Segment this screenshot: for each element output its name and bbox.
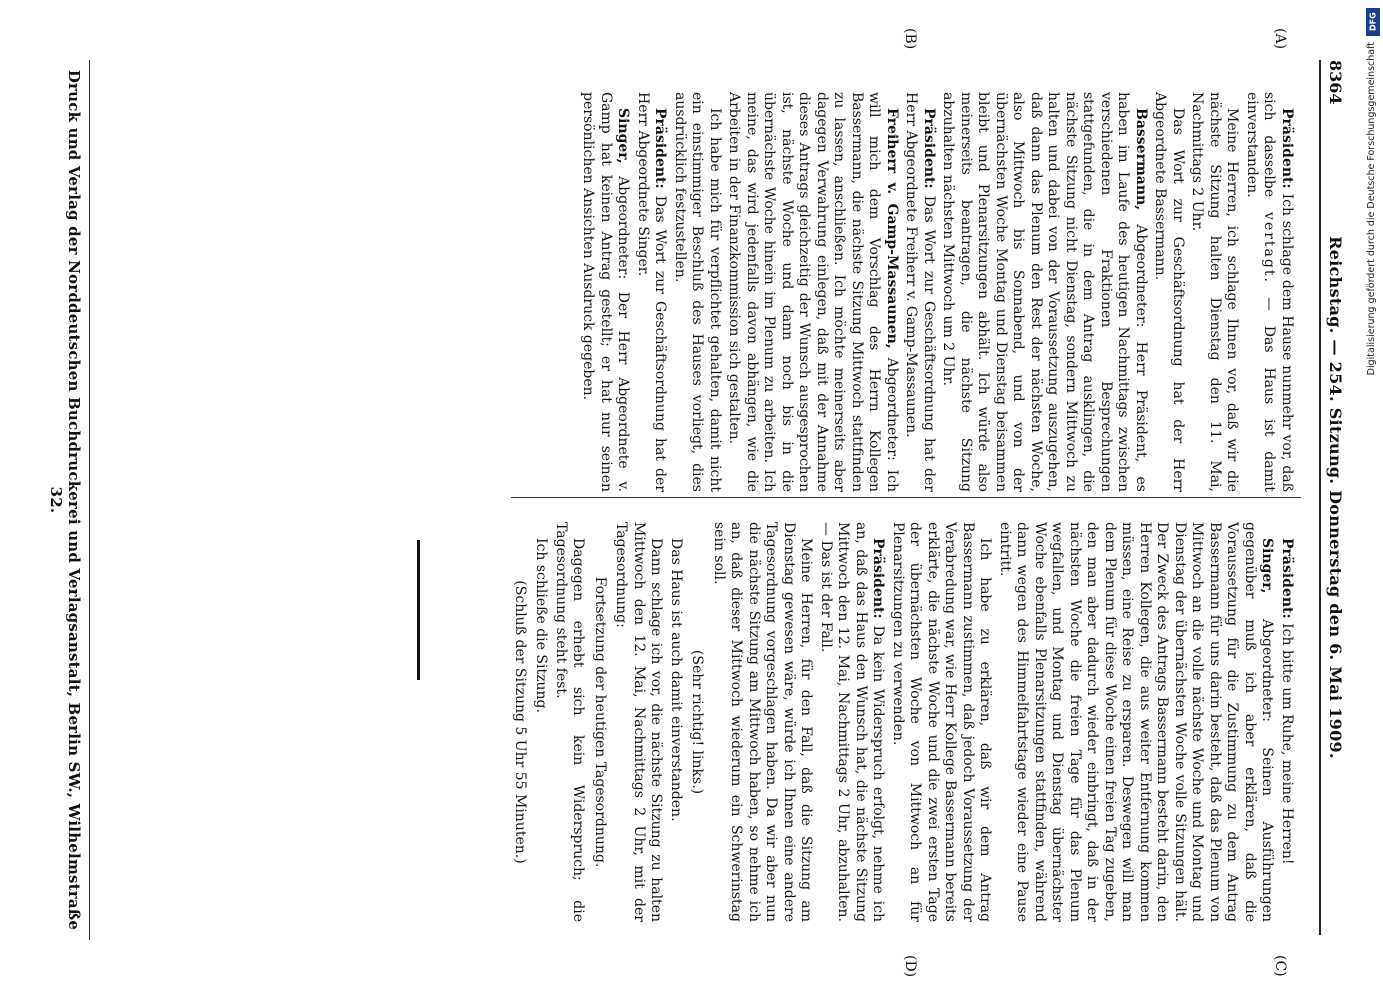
paragraph-text: Das Wort zur Geschäftsordnung hat der Herr Abgeordnete Singer. — [635, 92, 669, 492]
paragraph-text: Ich schließe die Sitzung. — [533, 538, 550, 713]
paragraph-text: Fortsetzung der heutigen Tagesordnung. — [592, 576, 608, 868]
paragraph-text: (Sehr richtig! links.) — [689, 649, 706, 795]
margin-mark-b: (B) — [902, 28, 918, 50]
right-paragraph — [996, 522, 1276, 922]
paragraph-text: Ich schlage dem Hause nunmehr vor, daß sich dasselbe — [1261, 92, 1295, 492]
paragraph-text: Dagegen erhebt sich kein Widerspruch; die Tagesordnung steht fest. — [553, 522, 587, 922]
left-paragraph — [634, 92, 669, 492]
digitization-note — [1366, 8, 1380, 998]
paragraph-text: Ich bitte um Ruhe, meine Herren! — [1279, 618, 1295, 865]
speaker-name: Präsident: — [921, 108, 937, 189]
left-paragraph — [671, 92, 724, 492]
margin-mark-a: (A) — [1272, 28, 1288, 50]
margin-mark-c: (C) — [1272, 955, 1288, 977]
paragraph-text: Ich habe mich für verpflichtet gehalten, damit nicht ein einstimmiger Beschluß des Hauses vorliegt, dies ausdrücklich festzustellen. — [672, 92, 723, 492]
paragraph-text: Abgeordneter: Seinen Ausführungen gegenüber muß ich aber erklären, daß die Voraussetzung für die Zustimmung zu dem Antrag Bassermann für uns darin besteht, daß das Plenum von Mittwoch an die volle nächste Woche und Montag und Dienstag der übernächsten Woche volle Sitzungen hält. Der Zweck des Antrags Bassermann besteht darin, den Herren Kollegen, die aus weiter Entfernung kommen müssen, eine Reise zu ersparen. Deswegen will man dem Plenum für diese Woche einen freien Tag zugeben, den man aber dadurch wieder einbringt, daß in der nächsten Woche die freien Tage für das Plenum wegfallen, und Montag und Dienstag übernächster Woche ebenfalls Plenarsitzungen stattfinden, während dann wegen des Himmelfahrtstage wieder eine Pause eintritt. — [997, 522, 1276, 922]
left-paragraph — [1151, 92, 1186, 492]
paragraph-text: Das Wort zur Geschäftsordnung hat der Herr Abgeordnete Bassermann. — [1152, 92, 1186, 492]
paragraph-text: (Schluß der Sitzung 5 Uhr 55 Minuten.) — [512, 580, 528, 864]
speaker-name: Freiherr v. Gamp-Massaunen, — [884, 108, 900, 349]
speaker-name: Singer, — [615, 108, 632, 164]
left-paragraph — [725, 92, 900, 492]
paragraph-text: Da kein Widerspruch erfolgt, nehme ich an, daß das Haus den Wunsch hat, die nächste Sitzung Mittwoch den 12. Mai, Nachmittags 2 Uhr, abzuhalten. — Das ist der Fall. — [818, 522, 887, 922]
imprint: Druck und Verlag der Norddeutschen Buchdruckerei und Verlagsanstalt, Berlin SW., Wilhelmstraße 32. — [47, 69, 83, 931]
right-paragraph — [612, 522, 665, 922]
paragraph-tail: . — Das Haus ist damit einverstanden. — [1244, 92, 1278, 492]
right-paragraph — [591, 522, 609, 922]
running-title: Reichstag. — 254. Sitzung. Donnerstag den 6. Mai 1909. — [1326, 236, 1345, 759]
paragraph-text: Abgeordneter: Herr Präsident, es haben im Laufe des heutigen Nachmittags zwischen verschiedenen Fraktionen Besprechungen stattgefunden, die in dem Antrag ausklingen, die nächste Sitzung nicht Dienstag, sondern Mittwoch zu halten und dabei von der Voraussetzung auszugehen, daß dann das Plenum den Rest der nächsten Woche, also Mittwoch bis Sonnabend, und von der übernächsten Woche Montag und Dienstag beisammen bleibt und Plenarsitzungen abhält. Ich würde also meinerseits beantragen, die nächste Sitzung abzuhalten nächsten Mittwoch um 2 Uhr. — [940, 92, 1149, 492]
page-number: 8364 — [1326, 60, 1345, 105]
left-paragraph — [579, 92, 632, 492]
footer-rule — [89, 60, 90, 940]
speaker-name: Präsident: — [652, 108, 669, 189]
paragraph-text: Meine Herren, ich schlage Ihnen vor, daß wir die nächste Sitzung halten Dienstag den 11. Mai, Nachmittags 2 Uhr. — [1189, 92, 1241, 492]
left-column — [577, 92, 1295, 492]
right-paragraph — [667, 522, 685, 922]
paragraph-text: Das Haus ist auch damit einverstanden. — [668, 538, 684, 822]
paragraph-text: Ich habe zu erklären, daß wir dem Antrag Bassermann zustimmen, daß jedoch Voraussetzung der Verabredung war, wie Herr Kollege Bassermann bereits erklärte, die nächste Woche und die zwei ersten Tage der übernächsten Woche von Mittwoch an für Plenarsitzungen zu verwenden. — [890, 522, 994, 922]
end-rule — [417, 540, 420, 680]
speaker-name: Präsident: — [1279, 108, 1295, 189]
right-paragraph — [1278, 522, 1296, 922]
right-paragraph — [817, 522, 887, 922]
dfg-logo: DFG — [1366, 8, 1380, 36]
spaced-word: vertagt — [1261, 212, 1278, 278]
right-paragraph — [688, 522, 706, 922]
left-paragraph — [902, 92, 937, 492]
paragraph-text: Meine Herren, für den Fall, daß die Sitzung am Dienstag gewesen wäre, würde ich Ihnen eine andere Tagesordnung vorgeschlagen haben. Da wir aber nun die nächste Sitzung am Mittwoch haben, so nehme ich an, daß dieser Mittwoch wiederum ein Schwerinstag sein soll. — [711, 522, 815, 922]
right-paragraph — [552, 522, 587, 922]
paragraph-text: Abgeordneter: Ich will mich dem Vorschlag des Herrn Kollegen Bassermann, die nächste Sitzung Mittwoch stattfinden zu lassen, anschließen. Ich möchte meinerseits aber dagegen Verwahrung einlegen, daß mit der Annahme dieses Antrags gleichzeitig der Wunsch ausgesprochen ist, nächste Woche und dann noch bis in die übernächste Woche hinein im Plenum zu arbeiten. Ich meine, das wird jedenfalls davon abhängen, wie die Arbeiten in der Finanzkommission sich gestalten. — [726, 92, 900, 492]
speaker-name: Bassermann, — [1133, 108, 1149, 211]
column-divider — [511, 497, 1301, 498]
paragraph-text: Dann schlage ich vor, die nächste Sitzung zu halten Mittwoch den 12. Mai, Nachmittags 2 Uhr, mit der Tagesordnung: — [613, 522, 665, 922]
left-paragraph — [1188, 92, 1241, 492]
paragraph-text: Abgeordneter: Der Herr Abgeordnete v. Gamp hat keinen Antrag gestellt; er hat nur seinen persönlichen Ansichten Ausdruck gegeben. — [580, 92, 632, 492]
margin-mark-d: (D) — [902, 955, 918, 978]
paragraph-text: Das Wort zur Geschäftsordnung hat der Herr Abgeordnete Freiherr v. Gamp-Massaunen. — [903, 92, 937, 492]
header-rule — [1319, 60, 1321, 935]
page-footer — [47, 60, 90, 940]
right-column — [507, 522, 1296, 922]
speaker-name: Präsident: — [870, 538, 887, 619]
speaker-name: Präsident: — [1279, 538, 1295, 619]
speaker-name: Singer, — [1259, 538, 1276, 594]
right-paragraph — [889, 522, 994, 922]
digitization-text: Digitalisierung gefördert durch die Deutsche Forschungsgemeinschaft — [1366, 42, 1377, 376]
right-paragraph — [710, 522, 815, 922]
left-paragraph — [939, 92, 1149, 492]
left-paragraph — [1243, 92, 1296, 492]
page-header — [1317, 60, 1345, 935]
right-paragraph — [511, 522, 529, 922]
right-paragraph — [532, 522, 550, 922]
